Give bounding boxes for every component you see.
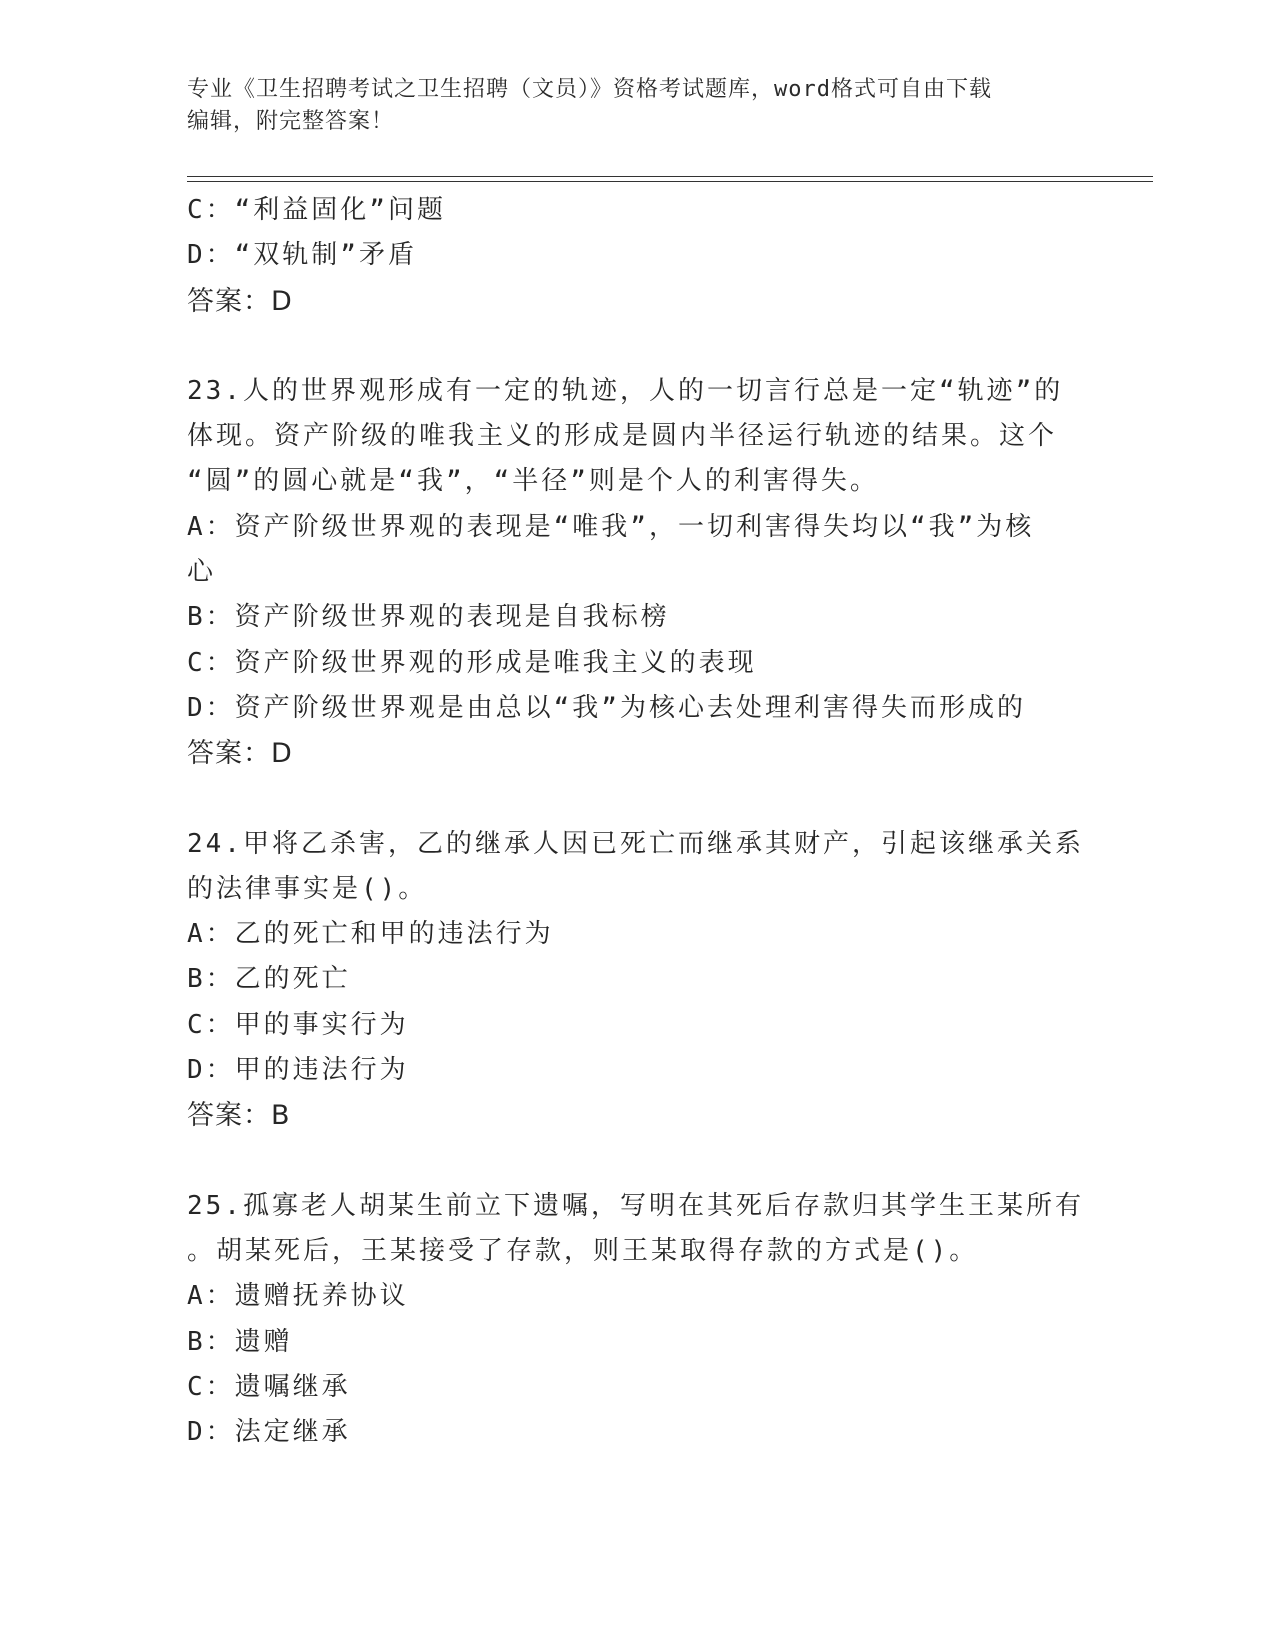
option-c: C：甲的事实行为 <box>187 1009 409 1040</box>
question-stem-line: “圆”的圆心就是“我”，“半径”则是个人的利害得失。 <box>187 466 879 497</box>
question-stem-line: 的法律事实是()。 <box>187 873 428 904</box>
option-d: D：资产阶级世界观是由总以“我”为核心去处理利害得失而形成的 <box>187 692 1026 723</box>
option-c: C：遗嘱继承 <box>187 1371 351 1402</box>
question-23 <box>187 369 1077 777</box>
option-d: D：法定继承 <box>187 1417 351 1448</box>
question-stem-line: 24.甲将乙杀害，乙的继承人因已死亡而继承其财产，引起该继承关系 <box>187 828 1084 859</box>
answer-line: 答案：B <box>187 1100 291 1132</box>
partial-question <box>187 188 1077 324</box>
answer-line: 答案：D <box>187 738 293 770</box>
option-a: A：乙的死亡和甲的违法行为 <box>187 919 554 950</box>
option-a-continued: 心 <box>187 557 217 588</box>
answer-line: 答案：D <box>187 285 293 317</box>
question-stem-line: 体现。资产阶级的唯我主义的形成是圆内半径运行轨迹的结果。这个 <box>187 421 1058 452</box>
header-divider-top <box>187 176 1153 177</box>
option-a: A：遗赠抚养协议 <box>187 1281 409 1312</box>
option-b: B：遗赠 <box>187 1326 293 1357</box>
document-header <box>187 74 1067 138</box>
option-d: D：“双轨制”矛盾 <box>187 240 417 271</box>
question-list <box>187 188 1084 1455</box>
option-c: C：资产阶级世界观的形成是唯我主义的表现 <box>187 647 757 678</box>
option-c: C：“利益固化”问题 <box>187 195 446 225</box>
header-divider-bottom <box>187 181 1153 182</box>
question-stem-line: 23.人的世界观形成有一定的轨迹，人的一切言行总是一定“轨迹”的 <box>187 375 1064 406</box>
option-a: A：资产阶级世界观的表现是“唯我”，一切利害得失均以“我”为核 <box>187 511 1035 542</box>
option-b: B：资产阶级世界观的表现是自我标榜 <box>187 602 670 633</box>
question-24 <box>187 822 1084 1139</box>
question-stem-line: 。胡某死后，王某接受了存款，则王某取得存款的方式是()。 <box>187 1235 979 1266</box>
option-b: B：乙的死亡 <box>187 964 351 995</box>
header-line-2: 编辑，附完整答案！ <box>187 109 395 134</box>
option-d: D：甲的违法行为 <box>187 1055 409 1086</box>
question-25 <box>187 1184 1084 1456</box>
question-stem-line: 25.孤寡老人胡某生前立下遗嘱，写明在其死后存款归其学生王某所有 <box>187 1190 1084 1221</box>
header-line-1: 专业《卫生招聘考试之卫生招聘（文员）》资格考试题库，word格式可自由下载 <box>187 77 992 102</box>
